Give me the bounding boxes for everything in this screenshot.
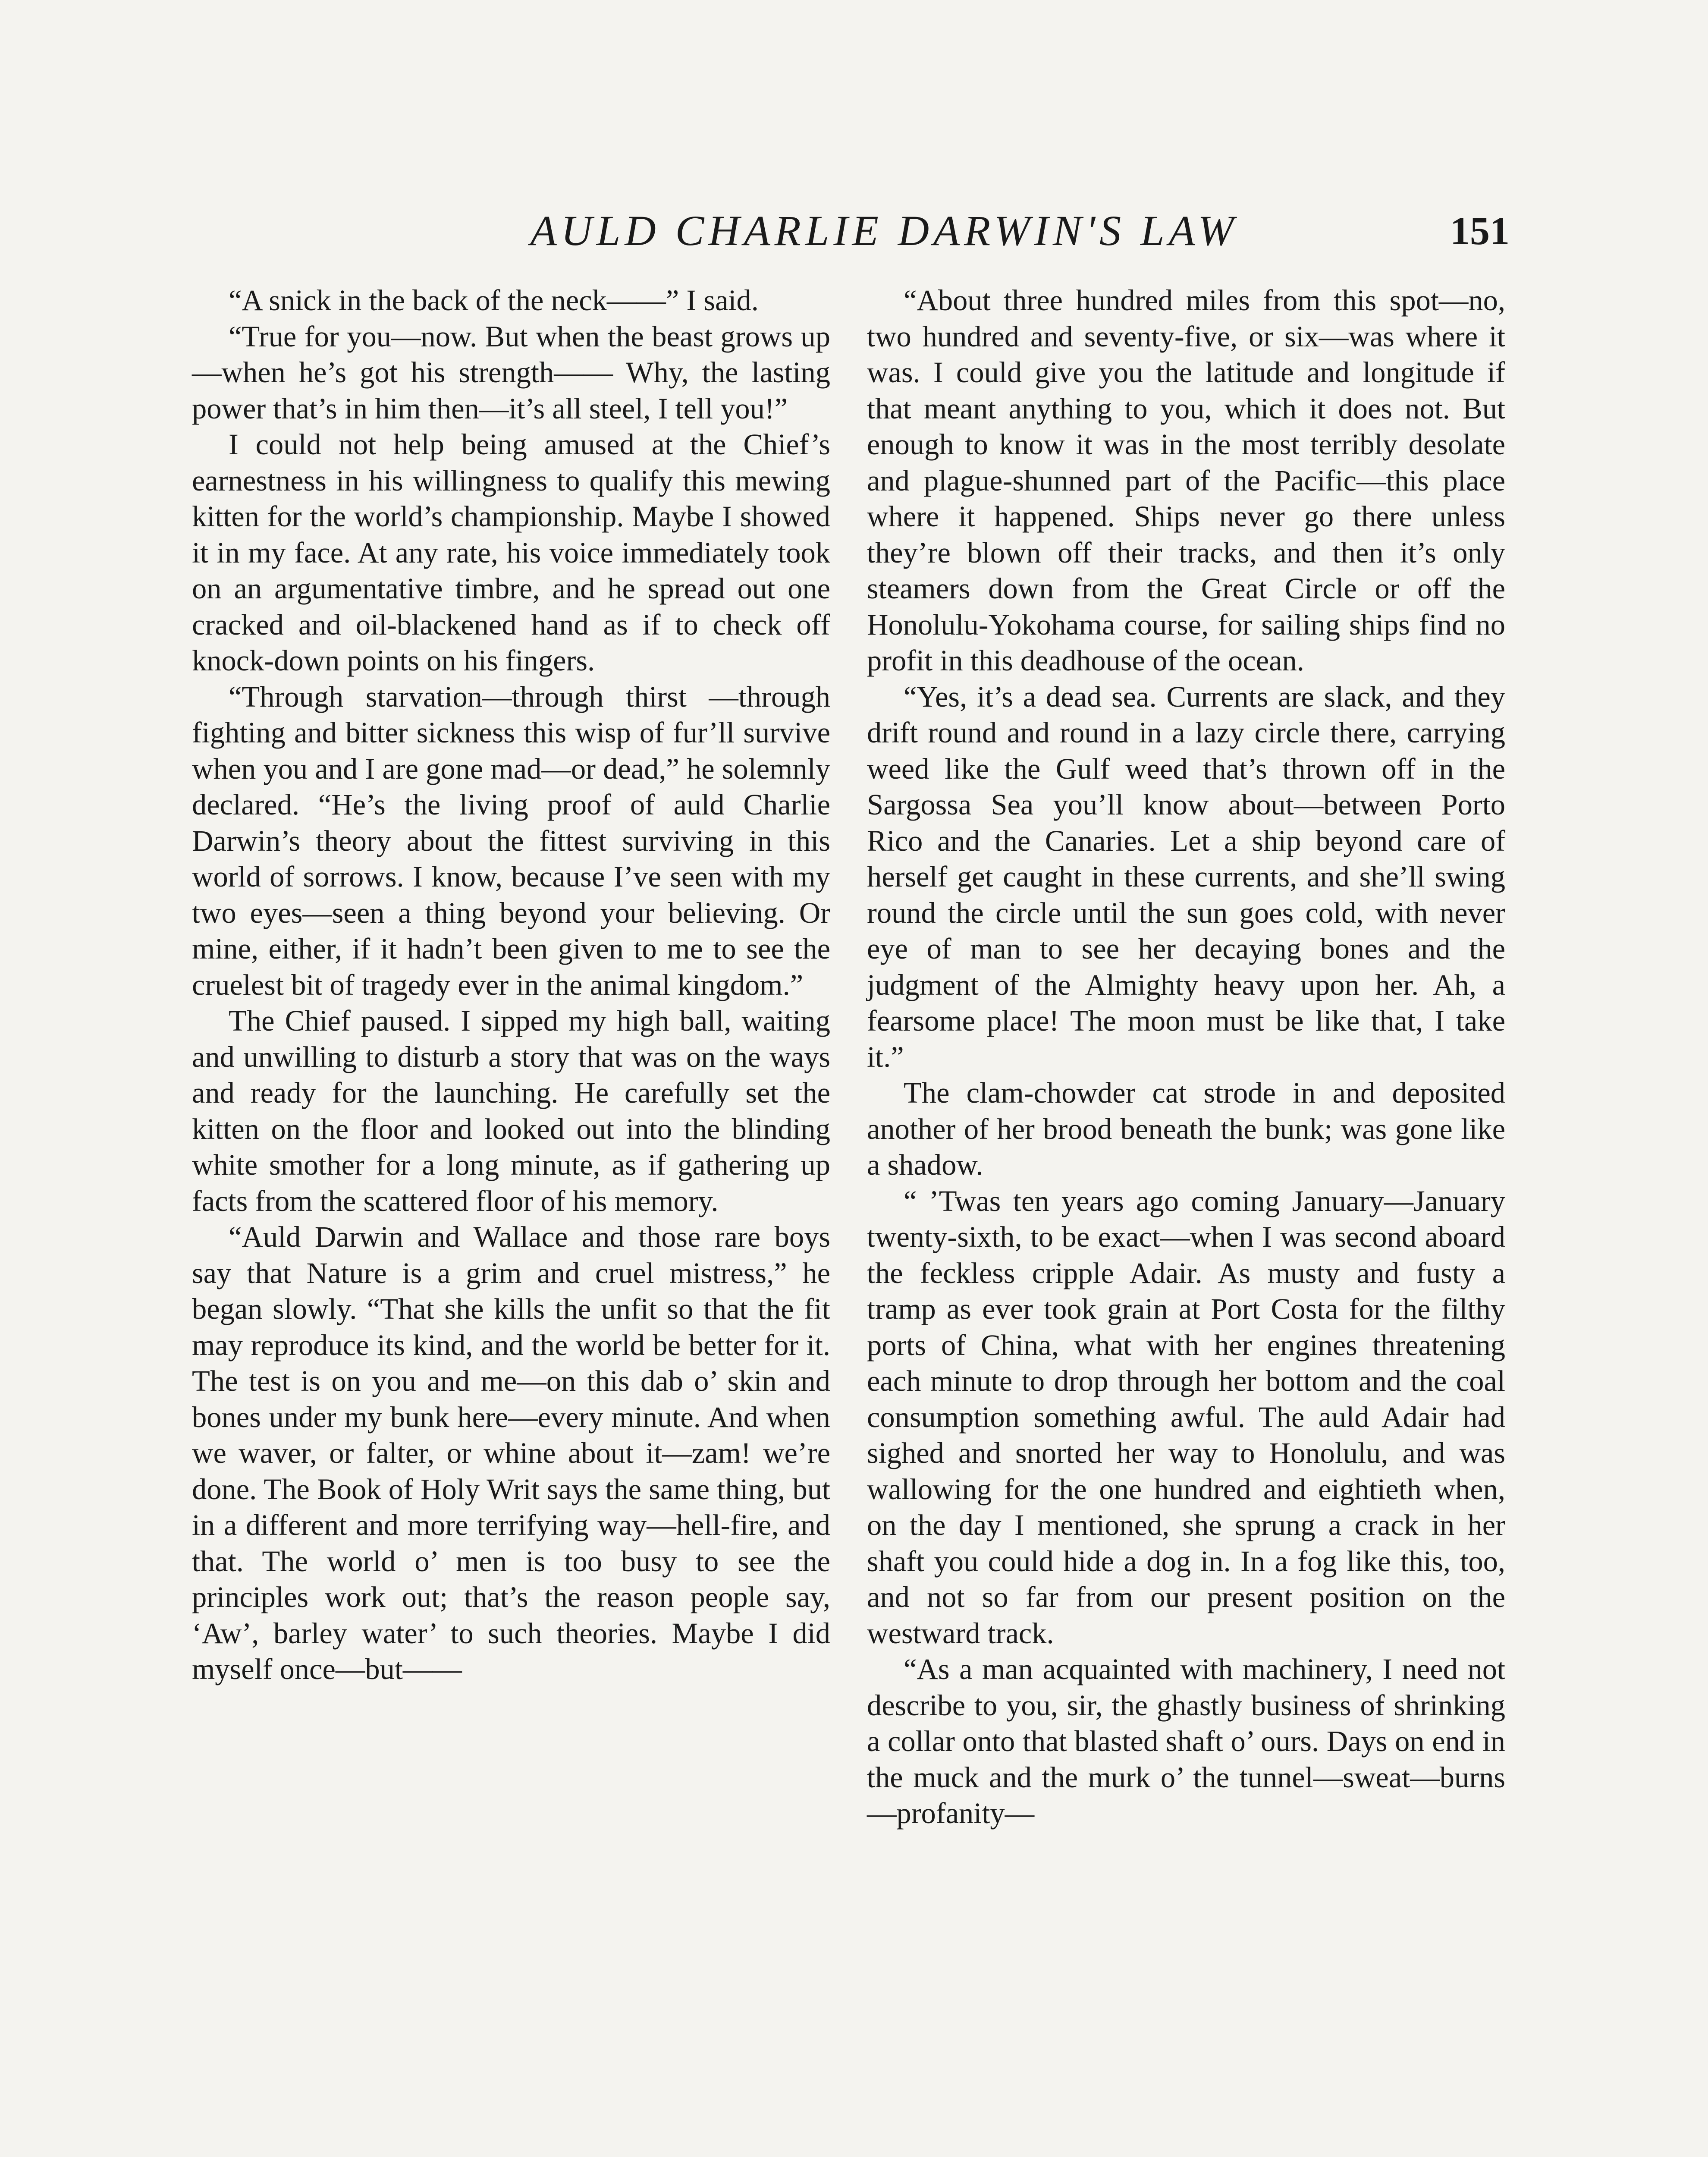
paragraph: The Chief paused. I sipped my high ball, waiting and unwilling to disturb a story that was on the ways and ready for the launching. He carefully set the kitten on the floor and looked out into the blinding white smother for a long minute, as if gathering up facts from the scattered floor of his memory. [192, 1004, 830, 1217]
paragraph: “About three hundred miles from this spot—no, two hundred and seventy-five, or six—was where it was. I could give you the latitude and longitude if that meant anything to you, which it does not. But enough to know it was in the most terribly desolate and plague-shunned part of the Pacific—this place where it happened. Ships never go there unless they’re blown off their tracks, and then it’s only steamers down from the Great Circle or off the Honolulu-Yokohama course, for sailing ships find no profit in this deadhouse of the ocean. [867, 284, 1505, 677]
left-column [192, 283, 830, 1688]
paragraph: “As a man acquainted with machinery, I need not describe to you, sir, the ghastly business of shrinking a collar onto that blasted shaft o’ ours. Days on end in the muck and the murk o’ the tunnel—sweat—burns—profanity— [867, 1653, 1505, 1830]
paragraph: “Auld Darwin and Wallace and those rare boys say that Nature is a grim and cruel mistress,” he began slowly. “That she kills the unfit so that the fit may reproduce its kind, and the world be better for it. The test is on you and me—on this dab o’ skin and bones under my bunk here—every minute. And when we waver, or falter, or whine about it—zam! we’re done. The Book of Holy Writ says the same thing, but in a different and more terrifying way—hell-fire, and that. The world o’ men is too busy to see the principles work out; that’s the reason people say, ‘Aw’, barley water’ to such theories. Maybe I did myself once—but—— [192, 1220, 830, 1685]
paragraph: “True for you—now. But when the beast grows up—when he’s got his strength—— Why, the lasting power that’s in him then—it’s all steel, I tell you!” [192, 320, 830, 425]
paragraph: “Through starvation—through thirst —through fighting and bitter sickness this wisp of fur’ll survive when you and I are gone mad—or dead,” he solemnly declared. “He’s the living proof of auld Charlie Darwin’s theory about the fittest surviving in this world of sorrows. I know, because I’ve seen with my two eyes—seen a thing beyond your believing. Or mine, either, if it hadn’t been given to me to see the cruelest bit of tragedy ever in the animal kingdom.” [192, 680, 830, 1001]
paragraph: “Yes, it’s a dead sea. Currents are slack, and they drift round and round in a lazy circle there, carrying weed like the Gulf weed that’s thrown off in the Sargossa Sea you’ll know about—between Porto Rico and the Canaries. Let a ship beyond care of herself get caught in these currents, and she’ll swing round the circle until the sun goes cold, with never eye of man to see her decaying bones and the judgment of the Almighty heavy upon her. Ah, a fearsome place! The moon must be like that, I take it.” [867, 680, 1505, 1073]
paragraph: “ ’Twas ten years ago coming January—January twenty-sixth, to be exact—when I was second aboard the feckless cripple Adair. As musty and fusty a tramp as ever took grain at Port Costa for the filthy ports of China, what with her engines threatening each minute to drop through her bottom and the coal consumption something awful. The auld Adair had sighed and snorted her way to Honolulu, and was wallowing for the one hundred and eightieth when, on the day I mentioned, she sprung a crack in her shaft you could hide a dog in. In a fog like this, too, and not so far from our present position on the westward track. [867, 1184, 1505, 1650]
paragraph: The clam-chowder cat strode in and deposited another of her brood beneath the bunk; was gone like a shadow. [867, 1076, 1505, 1181]
page-number: 151 [1450, 209, 1510, 253]
page-header [190, 203, 1510, 276]
paragraph: I could not help being amused at the Chief’s earnestness in his willingness to qualify this mewing kitten for the world’s championship. Maybe I showed it in my face. At any rate, his voice immediately took on an argumentative timbre, and he spread out one cracked and oil-blackened hand as if to check off knock-down points on his fingers. [192, 428, 830, 677]
paragraph: “A snick in the back of the neck——” I said. [229, 284, 759, 317]
right-column [867, 283, 1505, 1832]
running-title: AULD CHARLIE DARWIN'S LAW [530, 207, 1238, 255]
